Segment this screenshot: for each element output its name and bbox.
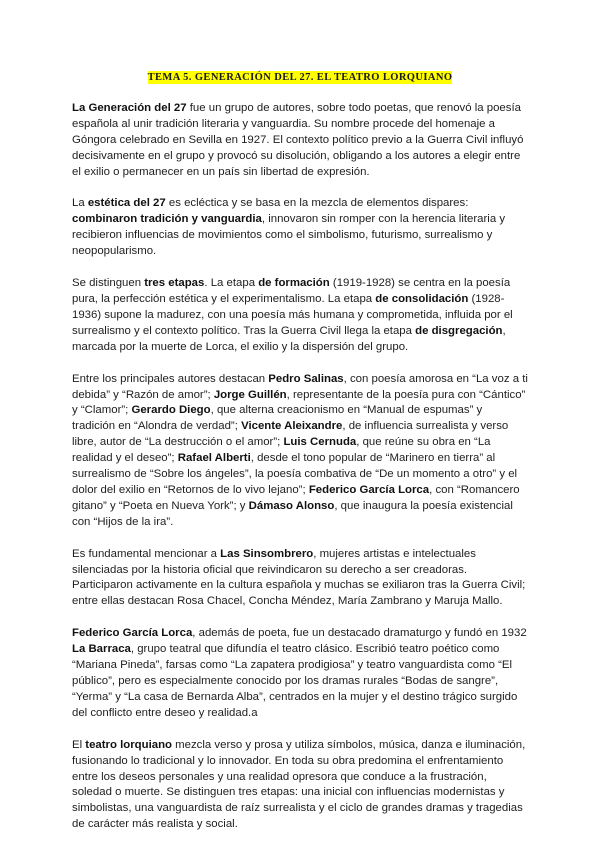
paragraph-estetica <box>72 196 528 260</box>
bold-term: tres etapas <box>144 277 205 290</box>
paragraph-text: , mujeres artistas e intelectuales silenciadas por la historia oficial que reivindicaron su derecho a ser creadoras. Participaron activamente en la cultura española y muchas se exiliaron tras la Guerra Civil; entre ellas destacan Rosa Chacel, Concha Méndez, María Zambrano y Maruja Mallo. <box>72 547 526 608</box>
paragraph-text: , además de poeta, fue un destacado dramaturgo y fundó en 1932 <box>192 627 527 640</box>
paragraph-text: , de influencia surrealista y verso libre, autor de “La destrucción o el amor”; <box>72 420 509 449</box>
paragraph-text: , representante de la poesía pura con “Cántico” y “Clamor”; <box>72 388 526 417</box>
bold-term: Jorge Guillén <box>213 388 287 401</box>
bold-term: de formación <box>258 277 330 290</box>
paragraph-text: (1928-1936) supone la madurez, con una poesía más humana y comprometida, influida por el surrealismo y el contexto político. Tras la Guerra Civil llega la etapa <box>72 292 513 337</box>
paragraph-text: La <box>72 197 88 210</box>
paragraph-lorca-dramaturgo <box>72 626 528 721</box>
title-highlight: TEMA 5. GENERACIÓN DEL 27. EL TEATRO LORQUIANO <box>147 72 453 83</box>
paragraph-text: , con “Romancero gitano” y “Poeta en Nueva York”; y <box>72 483 520 512</box>
bold-term: Dámaso Alonso <box>248 499 335 512</box>
paragraph-text: fue un grupo de autores, sobre todo poetas, que renovó la poesía española al unir tradición literaria y vanguardia. Su nombre procede del homenaje a Góngora celebrado en Sevilla en 1927. El contexto político previo a la Guerra Civil influyó decisivamente en el grupo y provocó su disolución, obligando a los autores a elegir entre el exilio o permanecer en un país sin libertad de expresión. <box>72 101 524 178</box>
bold-term: La Barraca <box>72 643 131 656</box>
paragraph-text: Entre los principales autores destacan <box>72 372 269 385</box>
paragraph-text: (1919-1928) se centra en la poesía pura, la perfección estética y el experimentalismo. La etapa <box>72 277 511 305</box>
bold-term: de consolidación <box>375 292 469 305</box>
paragraph-text: , marcada por la muerte de Lorca, el exilio y la dispersión del grupo. <box>72 324 506 353</box>
document-title <box>72 70 528 86</box>
paragraph-teatro-lorquiano <box>72 738 528 833</box>
paragraph-autores <box>72 372 528 531</box>
bold-term: Federico García Lorca <box>72 627 193 640</box>
paragraph-text: Es fundamental mencionar a <box>72 547 221 560</box>
bold-term: teatro lorquiano <box>85 738 172 751</box>
paragraph-text: El <box>72 738 86 751</box>
paragraph-text: , grupo teatral que difundía el teatro clásico. Escribió teatro poético como “Mariana Pineda”, farsas como “La zapatera prodigiosa” y teatro vanguardista como “El público”, pero es especialmente conocido por los dramas rurales “Bodas de sangre”, “Yerma” y “La casa de Bernarda Alba”, centrados en la mujer y el destino trágico surgido del conflicto entre deseo y realidad.a <box>72 643 518 719</box>
paragraph-text: mezcla verso y prosa y utiliza símbolos, música, danza e iluminación, fusionando lo tradicional y lo innovador. En toda su obra predomina el enfrentamiento entre los deseos personales y una realidad opresora que conduce a la frustración, soledad o muerte. Se distinguen tres etapas: una inicial con influencias modernistas y simbolistas, una vanguardista de raíz surrealista y el ciclo de grandes dramas y tragedias de carácter más realista y social. <box>72 738 526 831</box>
bold-term: La Generación del 27 <box>72 101 187 114</box>
paragraph-text: , innovaron sin romper con la herencia literaria y recibieron influencias de movimientos como el simbolismo, futurismo, surrealismo y neopopularismo. <box>72 213 506 258</box>
bold-term: Federico García Lorca <box>308 483 430 496</box>
bold-term: Pedro Salinas <box>268 372 344 385</box>
document-page <box>72 70 528 849</box>
paragraph-text: , con poesía amorosa en “La voz a ti debida” y “Razón de amor”; <box>72 372 528 401</box>
paragraph-text: es ecléctica y se basa en la mezcla de elementos dispares: <box>165 197 469 210</box>
bold-term: estética del 27 <box>87 197 166 210</box>
paragraph-sinsombrero <box>72 547 528 611</box>
bold-term: Vicente Aleixandre <box>241 420 343 433</box>
paragraph-text: , que inaugura la poesía existencial con “Hijos de la ira”. <box>72 499 513 528</box>
paragraph-text: Se distinguen <box>72 277 145 290</box>
paragraph-text: , desde el tono popular de “Marinero en tierra” al surrealismo de “Sobre los ángeles”, la poesía combativa de “De un momento a otro” y el dolor del exilio en “Retornos de lo vivo lejano”; <box>72 452 518 496</box>
bold-term: de disgregación <box>415 324 503 337</box>
bold-term: combinaron tradición y vanguardia <box>72 213 262 226</box>
paragraph-text: , que alterna creacionismo en “Manual de espumas” y tradición en “Alondra de verdad”; <box>72 404 483 433</box>
bold-term: Las Sinsombrero <box>220 547 314 560</box>
bold-term: Rafael Alberti <box>177 452 251 465</box>
bold-term: Luis Cernuda <box>283 436 357 449</box>
bold-term: Gerardo Diego <box>131 404 211 417</box>
paragraph-text: , que reúne su obra en “La realidad y el deseo”; <box>72 436 491 465</box>
paragraph-text: . La etapa <box>204 277 259 290</box>
paragraph-generacion-27 <box>72 101 528 181</box>
paragraph-etapas <box>72 276 528 356</box>
